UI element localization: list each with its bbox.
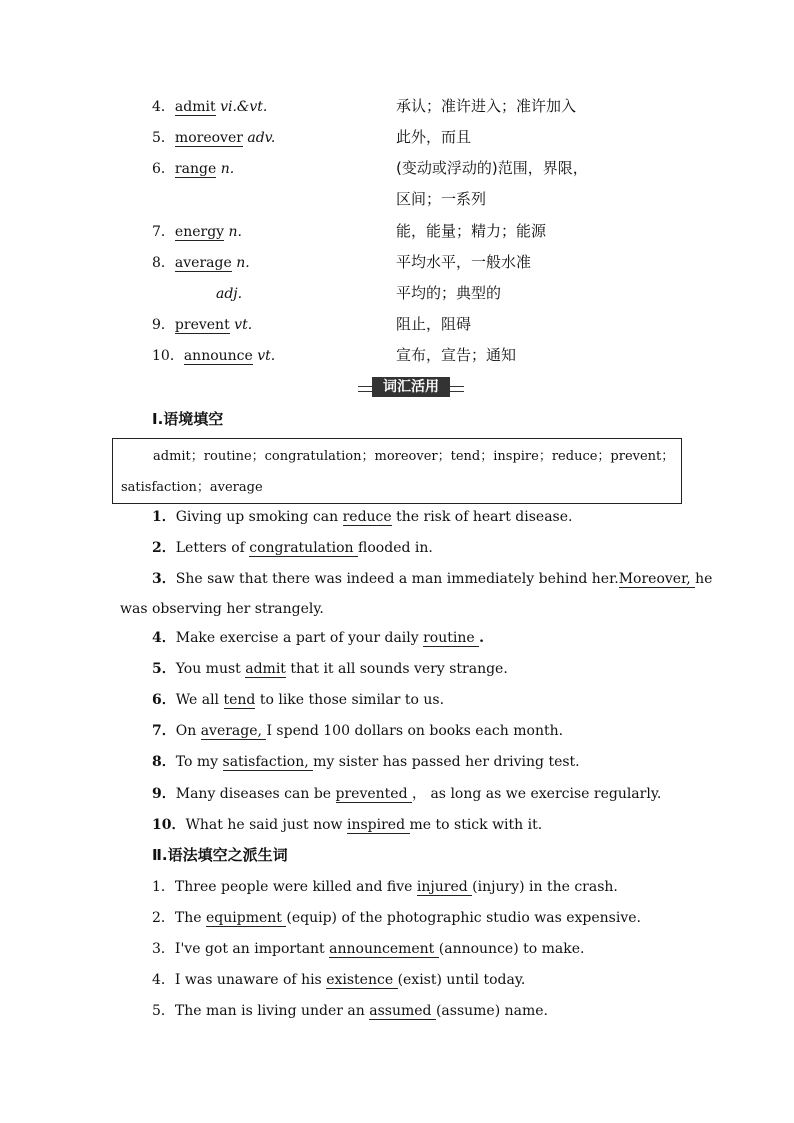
sentence-number: 8． bbox=[152, 754, 176, 770]
vocab-item-10 bbox=[152, 347, 275, 365]
sentence-number: 4． bbox=[152, 630, 176, 646]
exercise-sentence-5 bbox=[152, 660, 508, 678]
sentence-number: 1． bbox=[152, 509, 176, 525]
sentence-number: 3． bbox=[152, 941, 175, 957]
exercise-sentence-4 bbox=[152, 629, 484, 647]
sentence-text: (equip) of the photographic studio was expensive. bbox=[286, 910, 641, 926]
exercise-sentence-8 bbox=[152, 753, 580, 771]
sentence-text: The bbox=[174, 910, 207, 926]
sentence-number: 9． bbox=[152, 786, 176, 802]
sentence-number: 4． bbox=[152, 972, 175, 988]
sentence-text: the risk of heart disease. bbox=[391, 509, 573, 525]
sentence-text: that it all sounds very strange. bbox=[285, 661, 508, 677]
vocab-item-7 bbox=[152, 223, 242, 241]
word-bank-line-2: satisfaction；average bbox=[121, 480, 263, 495]
vocab-number: 8． bbox=[152, 255, 175, 271]
sentence-number: 5． bbox=[152, 661, 176, 677]
answer-blank: equipment bbox=[206, 910, 287, 926]
vocab-word: prevent bbox=[174, 317, 230, 333]
vocab-item-8 bbox=[152, 254, 250, 272]
sentence-text: I spend 100 dollars on books each month. bbox=[266, 723, 564, 739]
banner-title: 词汇活用 bbox=[372, 377, 450, 397]
section-title-derivatives: Ⅱ.语法填空之派生词 bbox=[152, 846, 288, 864]
answer-blank: average, bbox=[200, 723, 267, 739]
sentence-text: On bbox=[175, 723, 201, 739]
sentence-text: me to stick with it. bbox=[409, 817, 543, 833]
sentence-text: my sister has passed her driving test. bbox=[313, 754, 580, 770]
vocab-item-4 bbox=[152, 98, 267, 116]
vocab-word: energy bbox=[174, 224, 225, 240]
sentence-text: flooded in. bbox=[358, 540, 433, 556]
derivative-sentence-5 bbox=[152, 1002, 548, 1020]
exercise-sentence-9 bbox=[152, 785, 661, 803]
answer-blank: reduce bbox=[342, 509, 392, 525]
sentence-text: You must bbox=[175, 661, 246, 677]
answer-blank: injured bbox=[416, 879, 473, 895]
sentence-text: (announce) to make. bbox=[438, 941, 585, 957]
sentence-text: She saw that there was indeed a man immediately behind her. bbox=[175, 571, 619, 587]
sentence-text: Make exercise a part of your daily bbox=[175, 630, 424, 646]
vocab-word: moreover bbox=[174, 130, 243, 146]
sentence-text: I was unaware of his bbox=[174, 972, 327, 988]
sentence-text: Giving up smoking can bbox=[175, 509, 343, 525]
answer-blank: announcement bbox=[329, 941, 439, 957]
sentence-text: ， as long as we exercise regularly. bbox=[412, 786, 662, 802]
sentence-number: 7． bbox=[152, 723, 176, 739]
vocab-number: 5． bbox=[152, 130, 175, 146]
vocab-pos: vi.&vt. bbox=[220, 99, 268, 115]
vocab-number: 7． bbox=[152, 224, 175, 240]
sentence-text: to like those similar to us. bbox=[255, 692, 445, 708]
vocab-pos: vt. bbox=[234, 317, 253, 333]
exercise-sentence-7 bbox=[152, 722, 563, 740]
vocab-meaning-5: 此外，而且 bbox=[396, 128, 472, 146]
sentence-number: 3． bbox=[152, 571, 176, 587]
sentence-text: We all bbox=[175, 692, 224, 708]
derivative-sentence-3 bbox=[152, 940, 584, 958]
sentence-text: Letters of bbox=[175, 540, 250, 556]
vocab-number: 6． bbox=[152, 161, 175, 177]
vocab-meaning-9: 阻止，阻碍 bbox=[396, 315, 472, 333]
vocab-meaning-4: 承认；准许进入；准许加入 bbox=[396, 97, 577, 115]
sentence-text: he bbox=[695, 571, 713, 587]
answer-blank: admit bbox=[245, 661, 286, 677]
sentence-text: (injury) in the crash. bbox=[472, 879, 618, 895]
sentence-text: (assume) name. bbox=[435, 1003, 548, 1019]
vocab-pos: vt. bbox=[257, 348, 276, 364]
derivative-sentence-1 bbox=[152, 878, 618, 896]
answer-blank: assumed bbox=[369, 1003, 436, 1019]
vocab-number: 9． bbox=[152, 317, 175, 333]
exercise-sentence-2 bbox=[152, 539, 433, 557]
answer-blank: routine bbox=[423, 630, 480, 646]
vocab-meaning-8: 平均水平，一般水准 bbox=[396, 253, 532, 271]
sentence-text: . bbox=[479, 630, 484, 646]
exercise-sentence-1 bbox=[152, 508, 572, 526]
vocab-meaning-8-adj: 平均的；典型的 bbox=[396, 284, 502, 302]
vocab-pos-8-adj: adj. bbox=[216, 286, 243, 302]
sentence-text: Three people were killed and five bbox=[174, 879, 417, 895]
derivative-sentence-4 bbox=[152, 971, 525, 989]
derivative-sentence-2 bbox=[152, 909, 641, 927]
word-bank-line-1: admit；routine；congratulation；moreover；tend；inspire；reduce；prevent； bbox=[153, 449, 675, 464]
vocab-item-9 bbox=[152, 316, 252, 334]
vocab-number: 10． bbox=[152, 348, 184, 364]
section-title-context-fill: Ⅰ.语境填空 bbox=[152, 410, 224, 428]
sentence-number: 1． bbox=[152, 879, 175, 895]
vocab-pos: n. bbox=[236, 255, 250, 271]
answer-blank: prevented bbox=[335, 786, 413, 802]
answer-blank: existence bbox=[326, 972, 398, 988]
sentence-text: What he said just now bbox=[185, 817, 347, 833]
vocab-item-6 bbox=[152, 160, 234, 178]
exercise-sentence-3 bbox=[152, 570, 712, 588]
answer-blank: inspired bbox=[346, 817, 410, 833]
vocab-word: announce bbox=[183, 348, 253, 364]
sentence-text: The man is living under an bbox=[174, 1003, 370, 1019]
vocab-meaning-7: 能，能量；精力；能源 bbox=[396, 222, 547, 240]
vocab-pos: n. bbox=[228, 224, 242, 240]
answer-blank: Moreover, bbox=[618, 571, 696, 587]
answer-blank: satisfaction, bbox=[222, 754, 314, 770]
sentence-number: 2． bbox=[152, 540, 176, 556]
sentence-text: I've got an important bbox=[174, 941, 330, 957]
vocab-word: admit bbox=[174, 99, 216, 115]
vocab-meaning-10: 宣布，宣告；通知 bbox=[396, 346, 517, 364]
answer-blank: tend bbox=[223, 692, 256, 708]
word-bank-box bbox=[112, 438, 682, 504]
vocab-pos: n. bbox=[220, 161, 235, 177]
exercise-sentence-6 bbox=[152, 691, 444, 709]
vocab-number: 4． bbox=[152, 99, 175, 115]
sentence-number: 6． bbox=[152, 692, 176, 708]
vocab-item-5 bbox=[152, 129, 275, 147]
vocab-meaning-6: (变动或浮动的)范围，界限， bbox=[396, 159, 588, 177]
sentence-text: To my bbox=[175, 754, 223, 770]
exercise-sentence-10 bbox=[152, 816, 542, 834]
vocab-pos: adv. bbox=[247, 130, 276, 146]
section-banner bbox=[358, 376, 464, 398]
answer-blank: congratulation bbox=[249, 540, 359, 556]
sentence-number: 10． bbox=[152, 817, 186, 833]
exercise-sentence-3-cont: was observing her strangely. bbox=[120, 601, 324, 617]
sentence-text: Many diseases can be bbox=[175, 786, 336, 802]
vocab-word: average bbox=[174, 255, 232, 271]
sentence-number: 5． bbox=[152, 1003, 175, 1019]
sentence-number: 2． bbox=[152, 910, 175, 926]
vocab-meaning-6-cont: 区间；一系列 bbox=[396, 190, 487, 208]
vocab-word: range bbox=[174, 161, 217, 177]
sentence-text: (exist) until today. bbox=[397, 972, 526, 988]
